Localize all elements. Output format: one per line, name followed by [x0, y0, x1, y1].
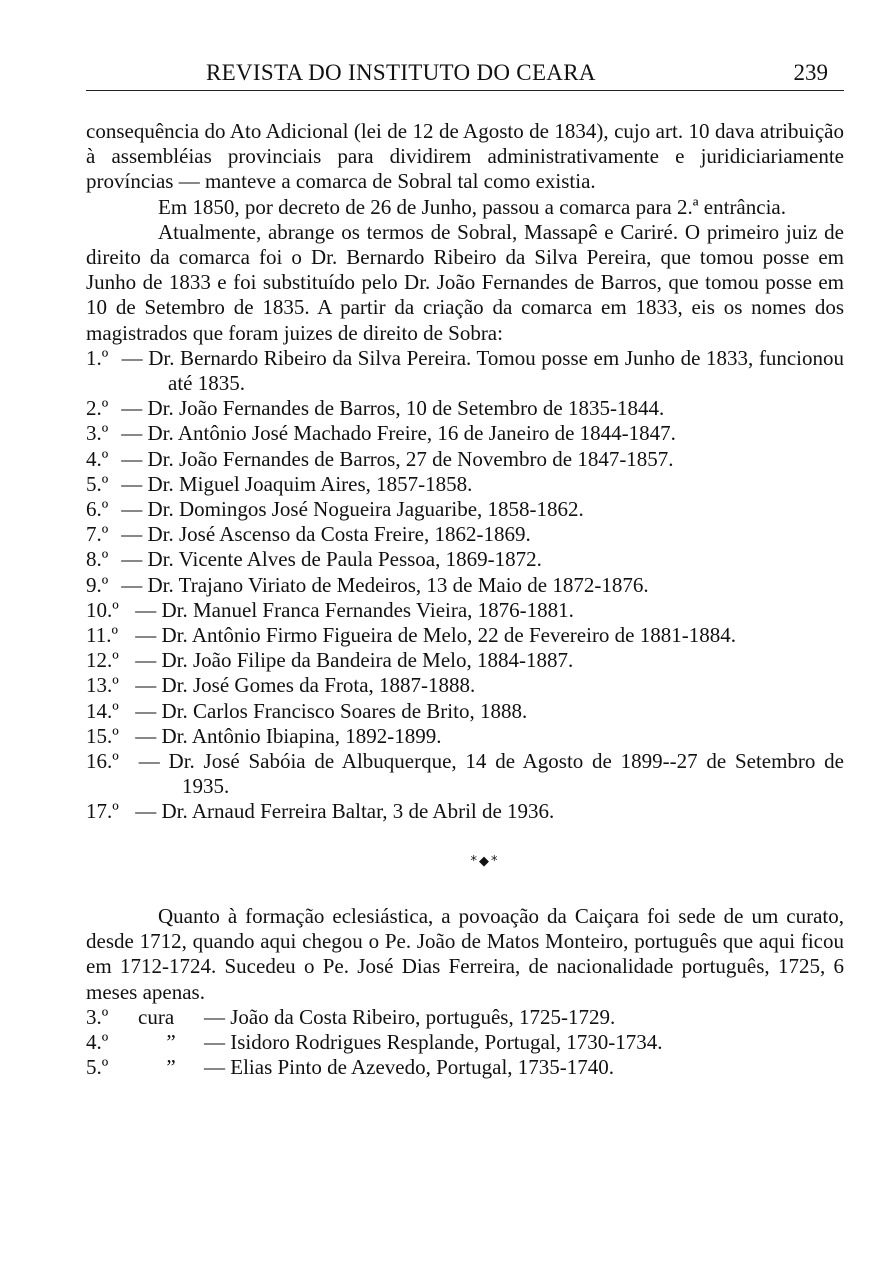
- item-number: 14.º: [86, 698, 119, 723]
- item-number: 9.º: [86, 572, 109, 597]
- item-mark: ”: [166, 1055, 176, 1080]
- item-number: 7.º: [86, 522, 109, 547]
- running-header: [86, 58, 844, 91]
- item-text: — Dr. Antônio José Machado Freire, 16 de Janeiro de 1844-1847.: [121, 421, 676, 446]
- body-text: [86, 119, 844, 1080]
- list-item: [86, 547, 844, 572]
- section-separator: *◆*: [470, 853, 500, 869]
- list-item: [86, 1005, 844, 1030]
- journal-title: REVISTA DO INSTITUTO DO CEARA: [206, 60, 596, 85]
- list-item: [86, 1030, 844, 1055]
- list-item: [86, 673, 844, 698]
- list-item: [86, 396, 844, 421]
- item-text: — Dr. José Sabóia de Albuquerque, 14 de Agosto de 1899--27 de Setembro de 1935.: [138, 749, 845, 799]
- item-number: 4.º: [86, 446, 109, 471]
- paragraph-4: Quanto à formação eclesiástica, a povoação da Caiçara foi sede de um curato, desde 1712, quando aqui chegou o Pe. João de Matos Monteiro, português que aqui ficou em 1712-1724. Sucedeu o Pe. José Dias Ferreira, de nacionalidade português, 1725, 6 meses apenas.: [86, 903, 844, 1004]
- list-item: [86, 699, 844, 724]
- item-number: 4.º: [86, 1029, 109, 1054]
- item-text: — Dr. José Gomes da Frota, 1887-1888.: [135, 673, 476, 698]
- item-text: — Dr. Arnaud Ferreira Baltar, 3 de Abril de 1936.: [135, 799, 555, 824]
- list-item: [86, 346, 844, 396]
- page-number: 239: [793, 60, 828, 85]
- item-number: 17.º: [86, 799, 119, 824]
- paragraph-3: Atualmente, abrange os termos de Sobral, Massapê e Cariré. O primeiro juiz de direito da comarca foi o Dr. Bernardo Ribeiro da Silva Pereira, que tomou posse em Junho de 1833 e foi substituído pelo Dr. João Fernandes de Barros, que tomou posse em 10 de Setembro de 1835. A partir da criação da comarca em 1833, eis os nomes dos magistrados que foram juizes de direito de Sobra:: [86, 219, 844, 345]
- item-number: 5.º: [86, 471, 109, 496]
- list-item: [86, 648, 844, 673]
- item-number: 12.º: [86, 648, 119, 673]
- list-item: [86, 749, 844, 799]
- item-text: — Dr. Antônio Firmo Figueira de Melo, 22 de Fevereiro de 1881-1884.: [135, 623, 736, 648]
- list-item: [86, 472, 844, 497]
- item-number: 15.º: [86, 723, 119, 748]
- item-text: — Dr. Bernardo Ribeiro da Silva Pereira. Tomou posse em Junho de 1833, funcionou até 1835.: [121, 345, 845, 396]
- list-item: [86, 598, 844, 623]
- item-number: 1.º: [86, 345, 109, 370]
- item-number: 2.º: [86, 396, 109, 421]
- item-number: 8.º: [86, 547, 109, 572]
- item-text: — Dr. Miguel Joaquim Aires, 1857-1858.: [121, 471, 473, 496]
- item-number: 11.º: [86, 623, 118, 648]
- item-text: — Dr. Manuel Franca Fernandes Vieira, 1876-1881.: [135, 597, 574, 622]
- list-item: [86, 799, 844, 824]
- item-text: — Dr. João Fernandes de Barros, 10 de Setembro de 1835-1844.: [121, 396, 665, 421]
- paragraph-1: consequência do Ato Adicional (lei de 12 de Agosto de 1834), cujo art. 10 dava atribuição à assembléias provinciais para dividirem administrativamente e juridiciariamente províncias — manteve a comarca de Sobral tal como existia.: [86, 119, 844, 194]
- item-text: — Dr. João Fernandes de Barros, 27 de Novembro de 1847-1857.: [121, 446, 674, 471]
- item-text: — Dr. Carlos Francisco Soares de Brito, 1888.: [135, 698, 528, 723]
- item-text: — Dr. Trajano Viriato de Medeiros, 13 de Maio de 1872-1876.: [121, 572, 649, 597]
- list-item: [86, 1055, 844, 1080]
- item-mark: cura: [138, 1004, 175, 1029]
- item-text: — Dr. Vicente Alves de Paula Pessoa, 1869-1872.: [121, 547, 542, 572]
- item-text: — Dr. José Ascenso da Costa Freire, 1862-1869.: [121, 522, 531, 547]
- item-mark: ”: [166, 1029, 176, 1054]
- list-item: [86, 724, 844, 749]
- item-text: — Dr. Antônio Ibiapina, 1892-1899.: [135, 723, 442, 748]
- list-item: [86, 522, 844, 547]
- item-text: — João da Costa Ribeiro, português, 1725-1729.: [204, 1004, 616, 1029]
- list-item: [86, 623, 844, 648]
- list-item: [86, 447, 844, 472]
- item-number: 13.º: [86, 673, 119, 698]
- item-number: 3.º: [86, 1004, 109, 1029]
- item-text: — Elias Pinto de Azevedo, Portugal, 1735-1740.: [204, 1055, 615, 1080]
- item-number: 16.º: [86, 749, 119, 774]
- list-item: [86, 497, 844, 522]
- item-text: — Dr. João Filipe da Bandeira de Melo, 1884-1887.: [135, 648, 574, 673]
- section-ecclesiastical: [86, 904, 844, 1080]
- judges-list: [86, 346, 844, 825]
- list-item: [86, 573, 844, 598]
- list-item: [86, 421, 844, 446]
- item-number: 3.º: [86, 421, 109, 446]
- item-text: — Dr. Domingos José Nogueira Jaguaribe, 1858-1862.: [121, 497, 584, 522]
- item-number: 5.º: [86, 1055, 109, 1080]
- item-number: 10.º: [86, 597, 119, 622]
- paragraph-2: Em 1850, por decreto de 26 de Junho, passou a comarca para 2.ª entrância.: [158, 194, 786, 219]
- item-number: 6.º: [86, 497, 109, 522]
- item-text: — Isidoro Rodrigues Resplande, Portugal, 1730-1734.: [204, 1029, 663, 1054]
- page: [86, 58, 844, 1080]
